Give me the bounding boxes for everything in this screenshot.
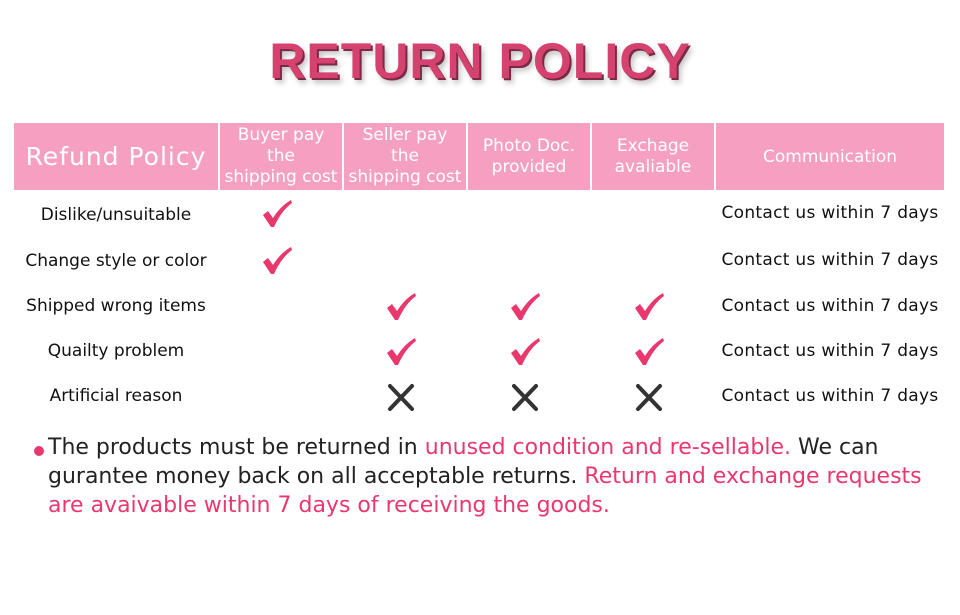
bullet-dot-icon	[34, 446, 44, 456]
note-text-2: unused condition and re-sellable.	[424, 435, 791, 460]
note-text-4: Return and exchange requests are avaivable within 7 days of receiving the goods.	[48, 464, 922, 518]
header-photo-doc	[468, 123, 590, 190]
checkmark-icon	[260, 197, 294, 231]
header-seller-pay	[344, 123, 466, 190]
checkmark-icon	[508, 335, 542, 369]
cross-icon	[384, 380, 418, 414]
row-contact: Contact us within 7 days	[721, 296, 939, 316]
header-exchange	[592, 123, 714, 190]
header-buyer-line1: Buyer pay the	[237, 125, 325, 166]
checkmark-icon	[632, 335, 666, 369]
header-seller-line1: Seller pay the	[362, 125, 448, 166]
header-refund-label: Refund Policy	[25, 142, 207, 171]
header-photo-line2: provided	[491, 156, 567, 177]
page-title: RETURN POLICY	[269, 33, 691, 89]
row-contact: Contact us within 7 days	[721, 203, 939, 223]
note-text-1: The products must be returned in	[48, 435, 425, 460]
row-label: Artificial reason	[49, 386, 183, 406]
checkmark-icon	[632, 290, 666, 324]
header-exchange-line2: avaliable	[614, 156, 692, 177]
row-label: Quailty problem	[47, 341, 185, 361]
header-buyer-pay	[220, 123, 342, 190]
row-label: Dislike/unsuitable	[40, 205, 192, 225]
note-text-3: We can gurantee money back on all acceptable returns.	[48, 435, 879, 489]
cross-icon	[632, 380, 666, 414]
header-buyer-line2: shipping cost	[224, 167, 338, 187]
row-contact: Contact us within 7 days	[721, 341, 939, 361]
checkmark-icon	[260, 244, 294, 278]
checkmark-icon	[384, 290, 418, 324]
checkmark-icon	[508, 290, 542, 324]
cross-icon	[508, 380, 542, 414]
header-refund-policy	[14, 123, 218, 190]
row-contact: Contact us within 7 days	[721, 250, 939, 270]
header-photo-line1: Photo Doc.	[482, 135, 576, 156]
row-contact: Contact us within 7 days	[721, 386, 939, 406]
row-label: Shipped wrong items	[26, 296, 206, 316]
checkmark-icon	[384, 335, 418, 369]
header-communication	[716, 123, 944, 190]
policy-note	[48, 433, 948, 520]
row-label: Change style or color	[25, 251, 207, 271]
header-communication-label: Communication	[763, 146, 897, 167]
header-seller-line2: shipping cost	[348, 167, 462, 187]
header-exchange-line1: Exchage	[616, 135, 690, 156]
